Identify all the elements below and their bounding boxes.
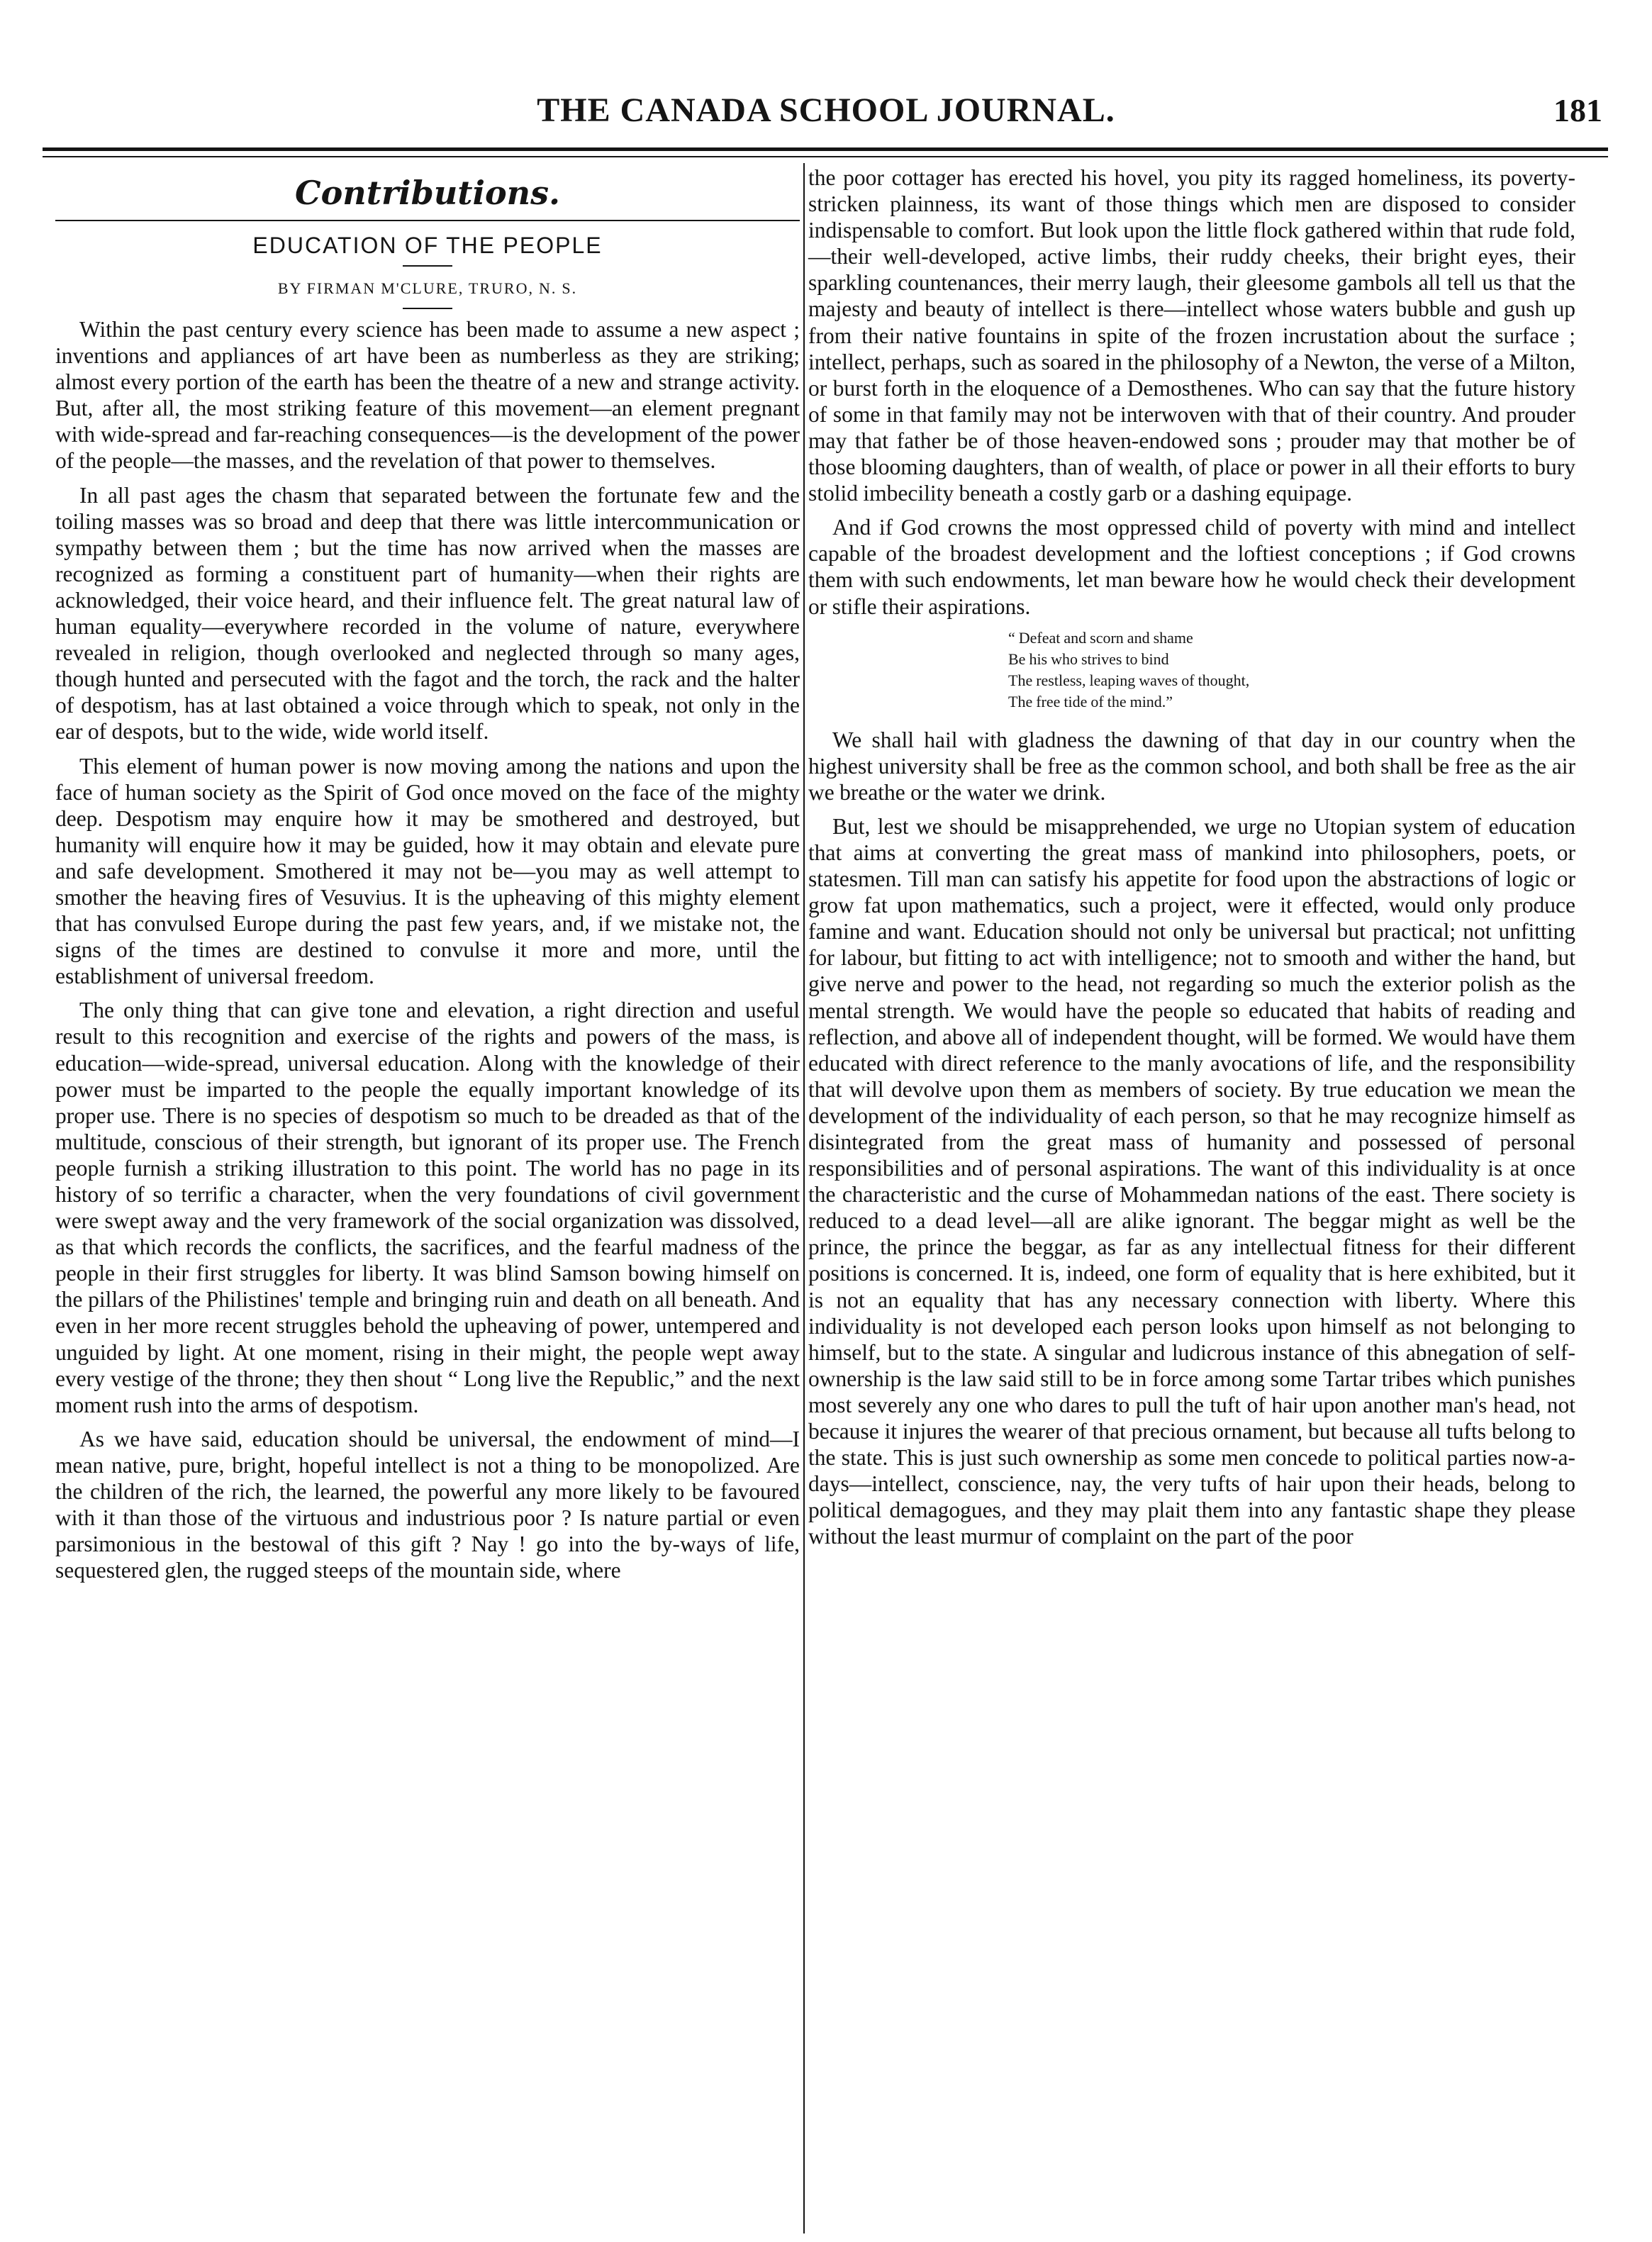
paragraph: But, lest we should be misapprehended, we urge no Utopian system of education that aims at converting the great mass of mankind into philosophers, poets, or statesmen. Till man can satisfy his appetite for food upon the abstractions of logic or grow fat upon mathematics, such a project, were it effected, would only produce famine and want. Education should not only be universal but practical; not unfitting for labour, but fitting to act with intelligence; not to smooth and wither the hand, but give nerve and power to the head, not regarding so much the exterior polish as the mental strength. We would have the people so educated that habits of reading and reflection, and above all of independent thought, will be formed. We would have them educated with direct reference to the manly avocations of life, and the responsibility that will devolve upon them as members of society. By true education we mean the development of the individuality of each person, so that he may recognize himself as disintegrated from the great mass of humanity and possessed of personal responsibilities and of personal aspirations. The want of this individuality is at once the characteristic and the curse of Mohammedan nations of the east. There society is reduced to a dead level—all are alike ignorant. The beggar might as well be the prince, the prince the beggar, as far as any intellectual fitness for their different positions is concerned. It is, indeed, one form of equality that is here exhibited, but it is not an equality that has any necessary connection with liberty. Where this individuality is not developed each person looks upon himself as not belonging to himself, but to the state. A singular and ludicrous instance of this abnegation of self-ownership is the law said still to be in force among some Tartar tribes which punishes most severely any one who dares to pull the tuft of hair upon another man's head, not because it injures the wearer of that precious ornament, but because all tufts belong to the state. This is just such ownership as some men concede to political parties now-a-days—intellect, conscience, nay, the very tufts of hair upon their heads, belong to political demagogues, and they may plait them into any fantastic shape they please without the least murmur of complaint on the part of the poor: [808, 813, 1575, 1549]
header-rule: [43, 147, 1608, 151]
paragraph: Within the past century every science has been made to assume a new aspect ; inventions and appliances of art have been as numberless as they are striking; almost every portion of the earth has been the theatre of a new and strange activity. But, after all, the most striking feature of this movement—an element pregnant with wide-spread and far-reaching consequences—is the development of the power of the people—the masses, and the revelation of that power to themselves.: [55, 317, 800, 474]
paragraph: This element of human power is now moving among the nations and upon the face of human society as the Spirit of God once moved on the face of the mighty deep. Despotism may enquire how it may be smothered and destroyed, but humanity will enquire how it may be guided, how it may obtain and elevate pure and safe development. Smothered it may not be—you may as well attempt to smother the heaving fires of Vesuvius. It is the upheaving of this mighty element that has convulsed Europe during the past few years, and, if we mistake not, the signs of the times are destined to convulse it more and more, until the establishment of universal freedom.: [55, 753, 800, 989]
section-heading: Contributions.: [294, 174, 561, 212]
page-header: [43, 85, 1609, 140]
poem-line: The free tide of the mind.”: [1008, 692, 1173, 710]
page-number: 181: [1553, 92, 1602, 128]
right-column: [808, 164, 1575, 1558]
paragraph: And if God crowns the most oppressed child of poverty with mind and intellect capable of the broadest development and the loftiest conceptions ; if God crowns them with such endowments, let man beware how he would check their development or stifle their aspirations.: [808, 515, 1575, 619]
paragraph: In all past ages the chasm that separated between the fortunate few and the toiling masses was so broad and deep that there was little intercommunication or sympathy between them ; but the time has now arrived when the masses are recognized as forming a constituent part of humanity—when their rights are acknowledged, their voice heard, and their influence felt. The great natural law of human equality—everywhere recorded in the volume of nature, everywhere revealed in religion, though overlooked and neglected through so many ages, though hunted and persecuted with the fagot and the torch, the rack and the halter of despotism, has at last obtained a voice through which to speak, not only in the ear of despots, but to the wide, wide world itself.: [55, 482, 800, 744]
paragraph: We shall hail with gladness the dawning of that day in our country when the highest university shall be free as the common school, and both shall be free as the air we breathe or the water we drink.: [808, 727, 1575, 805]
journal-title: THE CANADA SCHOOL JOURNAL.: [537, 91, 1115, 129]
poem-line: Be his who strives to bind: [1008, 649, 1169, 668]
paragraph: As we have said, education should be universal, the endowment of mind—I mean native, pure, bright, hopeful intellect is not a thing to be monopolized. Are the children of the rich, the learned, the powerful any more likely to be favoured with it than those of the virtuous and industrious poor ? Is nature partial or even parsimonious in the bestowal of this gift ? Nay ! go into the by-ways of life, sequestered glen, the rugged steeps of the mountain side, where: [55, 1426, 800, 1583]
left-column: [55, 164, 800, 1591]
paragraph: the poor cottager has erected his hovel, you pity its ragged homeliness, its poverty-stricken plainness, its want of those things which men are disposed to consider indispensable to comfort. But look upon the little flock gathered within that rude fold,—their well-developed, active limbs, their ruddy cheeks, their bright eyes, their sparkling countenances, their merry laugh, their gleesome gambols all tell us that the majesty and beauty of intellect is there—intellect whose waters bubble and gush up from their native fountains in spite of the frozen incrustation about the surface ; intellect, perhaps, such as soared in the philosophy of a Newton, the verse of a Milton, or burst forth in the eloquence of a Demosthenes. Who can say that the future history of some in that family may not be interwoven with that of their country. And prouder may that father be of those heaven-endowed sons ; prouder may that mother be of those blooming daughters, than of wealth, of place or power in all their efforts to bury stolid imbecility beneath a costly garb or a dashing equipage.: [808, 165, 1575, 506]
paragraph: The only thing that can give tone and elevation, a right direction and useful result to this recognition and exercise of the rights and powers of the mass, is education—wide-spread, universal education. Along with the knowledge of their power must be imparted to the people the equally important knowledge of its proper use. There is no species of despotism so much to be dreaded as that of the multitude, conscious of their strength, but ignorant of its proper use. The French people furnish a striking illustration to this point. The world has no page in its history of so terrific a character, when the very foundations of civil government were swept away and the very framework of the social organization was dissolved, as that which records the conflicts, the sacrifices, and the fearful madness of the people in their first struggles for liberty. It was blind Samson bowing himself on the pillars of the Philistines' temple and bringing ruin and death on all beneath. And even in her more recent struggles behold the upheaving of power, untempered and unguided by light. At one moment, rising in their might, the people wept away every vestige of the throne; they then shout “ Long live the Republic,” and the next moment rush into the arms of despotism.: [55, 998, 800, 1417]
section-rule: [55, 220, 800, 221]
header-rule-thin: [43, 156, 1608, 157]
poem-quote: [1008, 628, 1575, 713]
byline-rule: [403, 308, 452, 309]
title-rule: [403, 265, 452, 267]
poem-line: The restless, leaping waves of thought,: [1008, 671, 1250, 689]
poem-line: “ Defeat and scorn and shame: [1008, 628, 1193, 647]
byline: BY FIRMAN M'CLURE, TRURO, N. S.: [277, 279, 578, 297]
article-title: EDUCATION OF THE PEOPLE: [252, 233, 603, 258]
column-divider: [803, 163, 805, 2233]
